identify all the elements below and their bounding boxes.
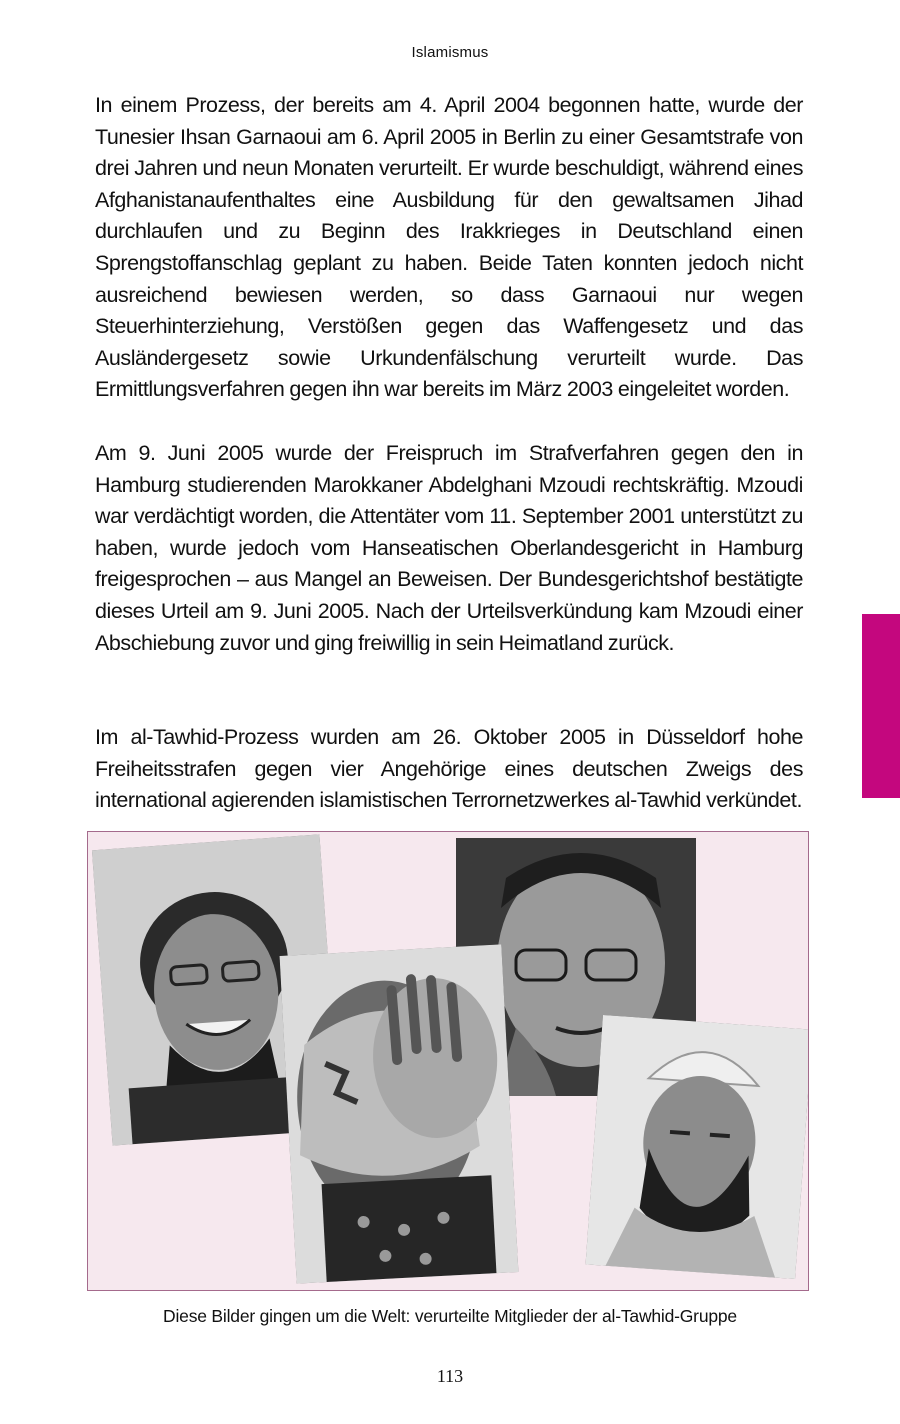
section-marker-tab: [862, 614, 900, 798]
running-title: Islamismus: [411, 44, 489, 61]
photo-portrait-2: [280, 944, 519, 1283]
paragraph-al-tawhid: Im al-Tawhid-Prozess wurden am 26. Oktober 2005 in Düsseldorf hohe Freiheitsstrafen gegen vier Angehörige eines deutschen Zweigs des international agierenden islamistischen Terrornetzwerkes al-Tawhid verkündet.: [95, 725, 803, 813]
photo-collage-figure: [87, 831, 809, 1291]
figure-caption: Diese Bilder gingen um die Welt: verurteilte Mitglieder der al-Tawhid-Gruppe: [163, 1306, 737, 1326]
paragraph-mzoudi: Am 9. Juni 2005 wurde der Freispruch im Strafverfahren gegen den in Hamburg studierenden Marokkaner Abdelghani Mzoudi rechtskräftig. Mzoudi war verdächtigt worden, die Attentäter vom 11. September 2001 unterstützt zu haben, wurde jedoch vom Hanseatischen Oberlandesgericht in Hamburg freigesprochen – aus Mangel an Beweisen. Der Bundesgerichtshof bestätigte dieses Urteil am 9. Juni 2005. Nach der Urteilsverkündung kam Mzoudi einer Abschiebung zuvor und ging freiwillig in sein Heimatland zurück.: [95, 441, 803, 655]
page-number: 113: [436, 1366, 464, 1386]
photo-portrait-4: [586, 1015, 809, 1279]
paragraph-garnaoui: In einem Prozess, der bereits am 4. April 2004 begonnen hatte, wurde der Tunesier Ihsan Garnaoui am 6. April 2005 in Berlin zu einer Gesamtstrafe von drei Jahren und neun Monaten verurteilt. Er wurde beschuldigt, während eines Afghanistanaufenthaltes eine Ausbildung für den gewaltsamen Jihad durchlaufen und zu Beginn des Irakkrieges in Deutschland einen Sprengstoffanschlag geplant zu haben. Beide Taten konnten jedoch nicht ausreichend bewiesen werden, so dass Garnaoui nur wegen Steuerhinterziehung, Verstößen gegen das Waffengesetz und das Ausländergesetz sowie Urkundenfälschung verurteilt wurde. Das Ermittlungsverfahren gegen ihn war bereits im März 2003 eingeleitet worden.: [95, 93, 803, 402]
